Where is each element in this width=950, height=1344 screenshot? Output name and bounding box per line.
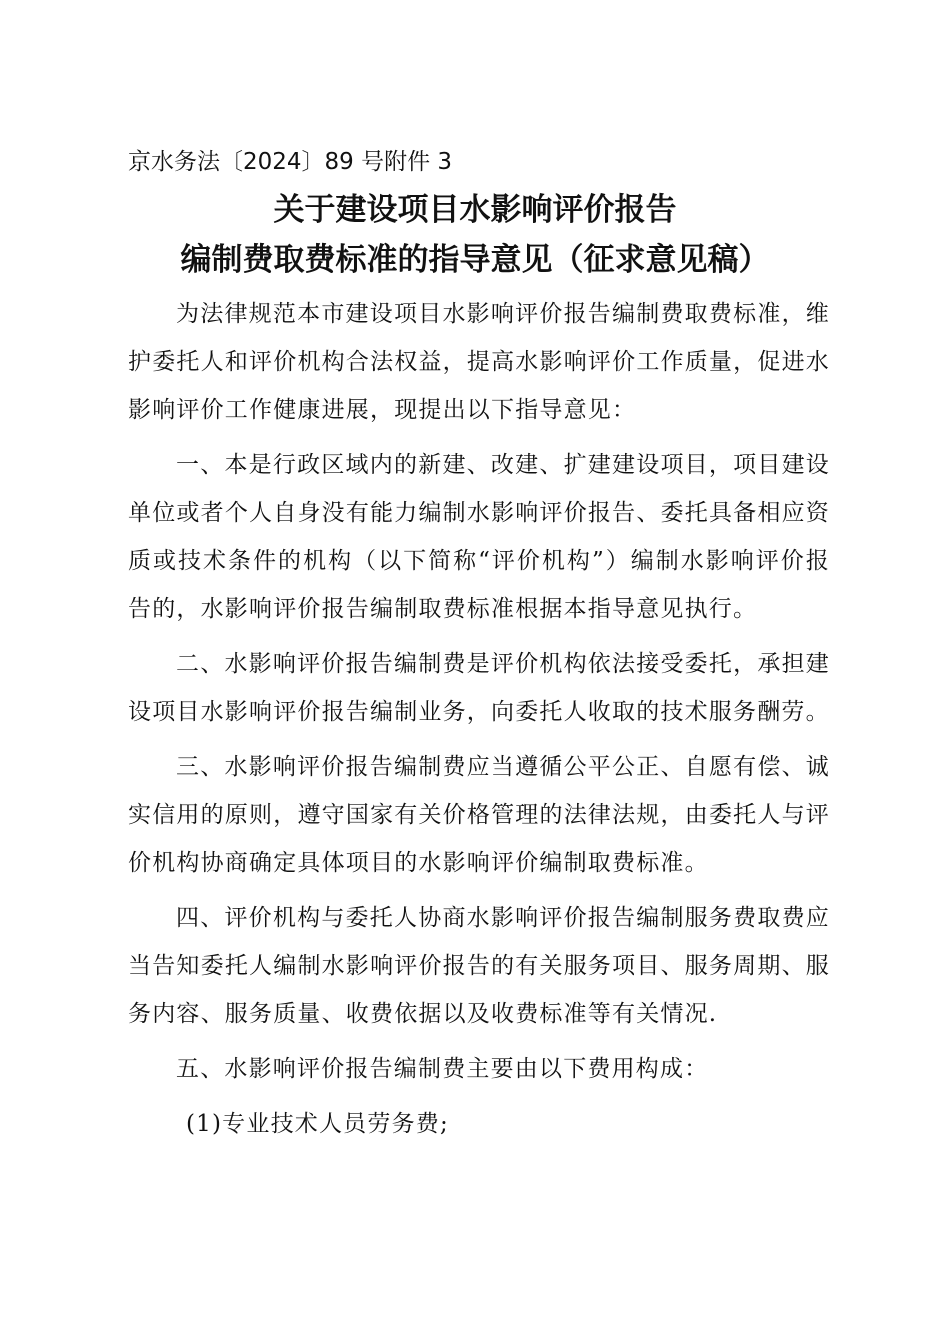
intro-paragraph: 为法律规范本市建设项目水影响评价报告编制费取费标准，维护委托人和评价机构合法权益，提高水影响评价工作质量，促进水影响评价工作健康进展，现提出以下指导意见： (128, 301, 830, 423)
document-body (128, 290, 830, 1148)
clause-paragraph-2: 二、水影响评价报告编制费是评价机构依法接受委托，承担建设项目水影响评价报告编制业务，向委托人收取的技术服务酬劳。 (128, 651, 830, 725)
clause-paragraph-4: 四、评价机构与委托人协商水影响评价报告编制服务费取费应当告知委托人编制水影响评价报告的有关服务项目、服务周期、服务内容、服务质量、收费依据以及收费标准等有关情况. (128, 905, 830, 1027)
clause-paragraph-5: 五、水影响评价报告编制费主要由以下费用构成： (176, 1056, 709, 1082)
list-item: (1)专业技术人员劳务费; (186, 1111, 449, 1137)
document-title-line-2: 编制费取费标准的指导意见（征求意见稿） (180, 242, 770, 278)
clause-paragraph-3: 三、水影响评价报告编制费应当遵循公平公正、自愿有偿、诚实信用的原则，遵守国家有关价格管理的法律法规，由委托人与评价机构协商确定具体项目的水影响评价编制取费标准。 (128, 754, 830, 876)
clause-paragraph-1: 一、本是行政区域内的新建、改建、扩建建设项目，项目建设单位或者个人自身没有能力编制水影响评价报告、委托具备相应资质或技术条件的机构（以下简称“评价机构”）编制水影响评价报告的，水影响评价报告编制取费标准根据本指导意见执行。 (128, 452, 830, 622)
document-number: 京水务法〔2024〕89 号附件 3 (128, 149, 453, 175)
document-title-line-1: 关于建设项目水影响评价报告 (273, 192, 677, 228)
